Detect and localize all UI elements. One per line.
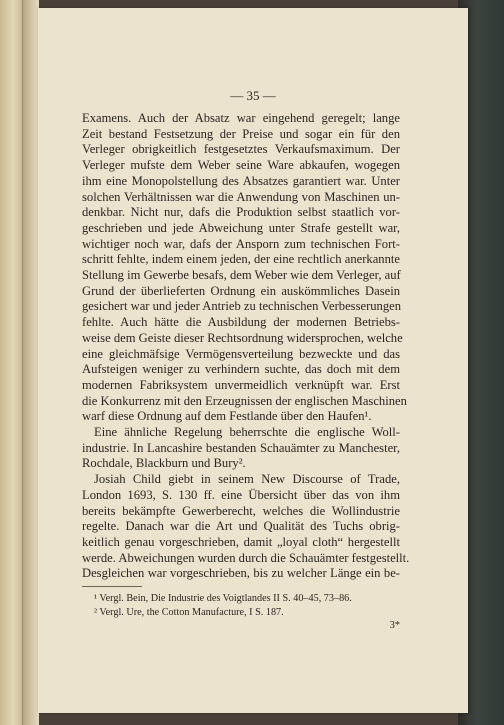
text-line: fehlte. Auch hätte die Ausbildung der modernen Betriebs- [82, 315, 400, 330]
text-line: Grund der überlieferten Ordnung ein auskömmliches Dasein [82, 283, 400, 298]
text-line: keitlich genau vorgeschrieben, damit „loyal cloth“ hergestellt [82, 534, 400, 549]
text-line: eine gleichmäfsige Vermögensverteilung bezweckte und das [82, 346, 400, 361]
text-line: geschrieben und jede Abweichung unter Strafe gestellt war, [82, 220, 400, 235]
text-line: Verleger obrigkeitlich festgesetztes Verkaufsmaximum. Der [82, 142, 400, 157]
text-line: die Konkurrenz mit den Erzeugnissen der englischen Maschinen [82, 393, 407, 408]
body-text [82, 111, 410, 582]
printer-signature: 3* [389, 620, 400, 631]
book-gutter [22, 0, 39, 725]
footnote: ¹ Vergl. Bein, Die Industrie des Voigtlandes II S. 40–45, 73–86. [94, 593, 352, 604]
text-line: Examens. Auch der Absatz war eingehend geregelt; lange [82, 111, 400, 125]
text-line: weise dem Geiste dieser Rechtsordnung widersprochen, welche [82, 330, 403, 345]
text-line: schritt fehlte, indem einem jeden, der eine rechtlich anerkannte [82, 252, 400, 267]
text-line: denkbar. Nicht nur, dafs die Produktion selbst staatlich vor- [82, 205, 400, 220]
text-line: regelte. Danach war die Art und Qualität des Tuchs obrig- [82, 519, 400, 534]
text-line: London 1693, S. 130 ff. eine Übersicht über das von ihm [82, 487, 400, 502]
text-line: Josiah Child giebt in seinem New Discourse of Trade, [94, 472, 400, 487]
text-line: Eine ähnliche Regelung beherrschte die englische Woll- [94, 425, 400, 440]
text-line: werde. Abweichungen wurden durch die Schauämter festgestellt. [82, 550, 410, 565]
text-line: modernen Fabriksystem unvermeidlich verknüpft war. Erst [82, 377, 400, 392]
text-line: Aufsteigen weniger zu verhindern suchte, das doch mit dem [82, 362, 400, 377]
text-line: Desgleichen war vorgeschrieben, bis zu welcher Länge ein be- [82, 566, 400, 581]
text-line: ihm eine Monopolstellung des Absatzes garantiert war. Unter [82, 173, 400, 188]
text-line: bereits bekämpfte Gewerberecht, welches die Wollindustrie [82, 503, 400, 518]
text-line: wichtiger noch war, dafs der Ansporn zum technischen Fort- [82, 236, 400, 251]
text-line: Rochdale, Blackburn und Bury². [82, 456, 246, 471]
text-line: solchen Verhältnissen war die Anwendung von Maschinen un- [82, 189, 400, 204]
page-number: — 35 — [230, 88, 276, 103]
text-line: Verleger mufste dem Weber seine Ware abkaufen, wogegen [82, 158, 400, 173]
text-line: industrie. In Lancashire bestanden Schauämter zu Manchester, [82, 440, 400, 455]
text-line: Stellung im Gewerbe besafs, dem Weber wie dem Verleger, auf [82, 268, 401, 283]
text-line: gesichert war und jeder Antrieb zu technischen Verbesserungen [82, 299, 402, 314]
book-page [38, 8, 468, 713]
footnote-rule [82, 586, 142, 587]
footnote: ² Vergl. Ure, the Cotton Manufacture, I S. 187. [94, 606, 284, 618]
footnotes [94, 592, 400, 619]
book-page-edges [0, 0, 22, 725]
text-line: warf diese Ordnung auf dem Festlande über den Haufen¹. [82, 409, 372, 424]
text-line: Zeit bestand Festsetzung der Preise und sogar ein für den [82, 126, 400, 141]
